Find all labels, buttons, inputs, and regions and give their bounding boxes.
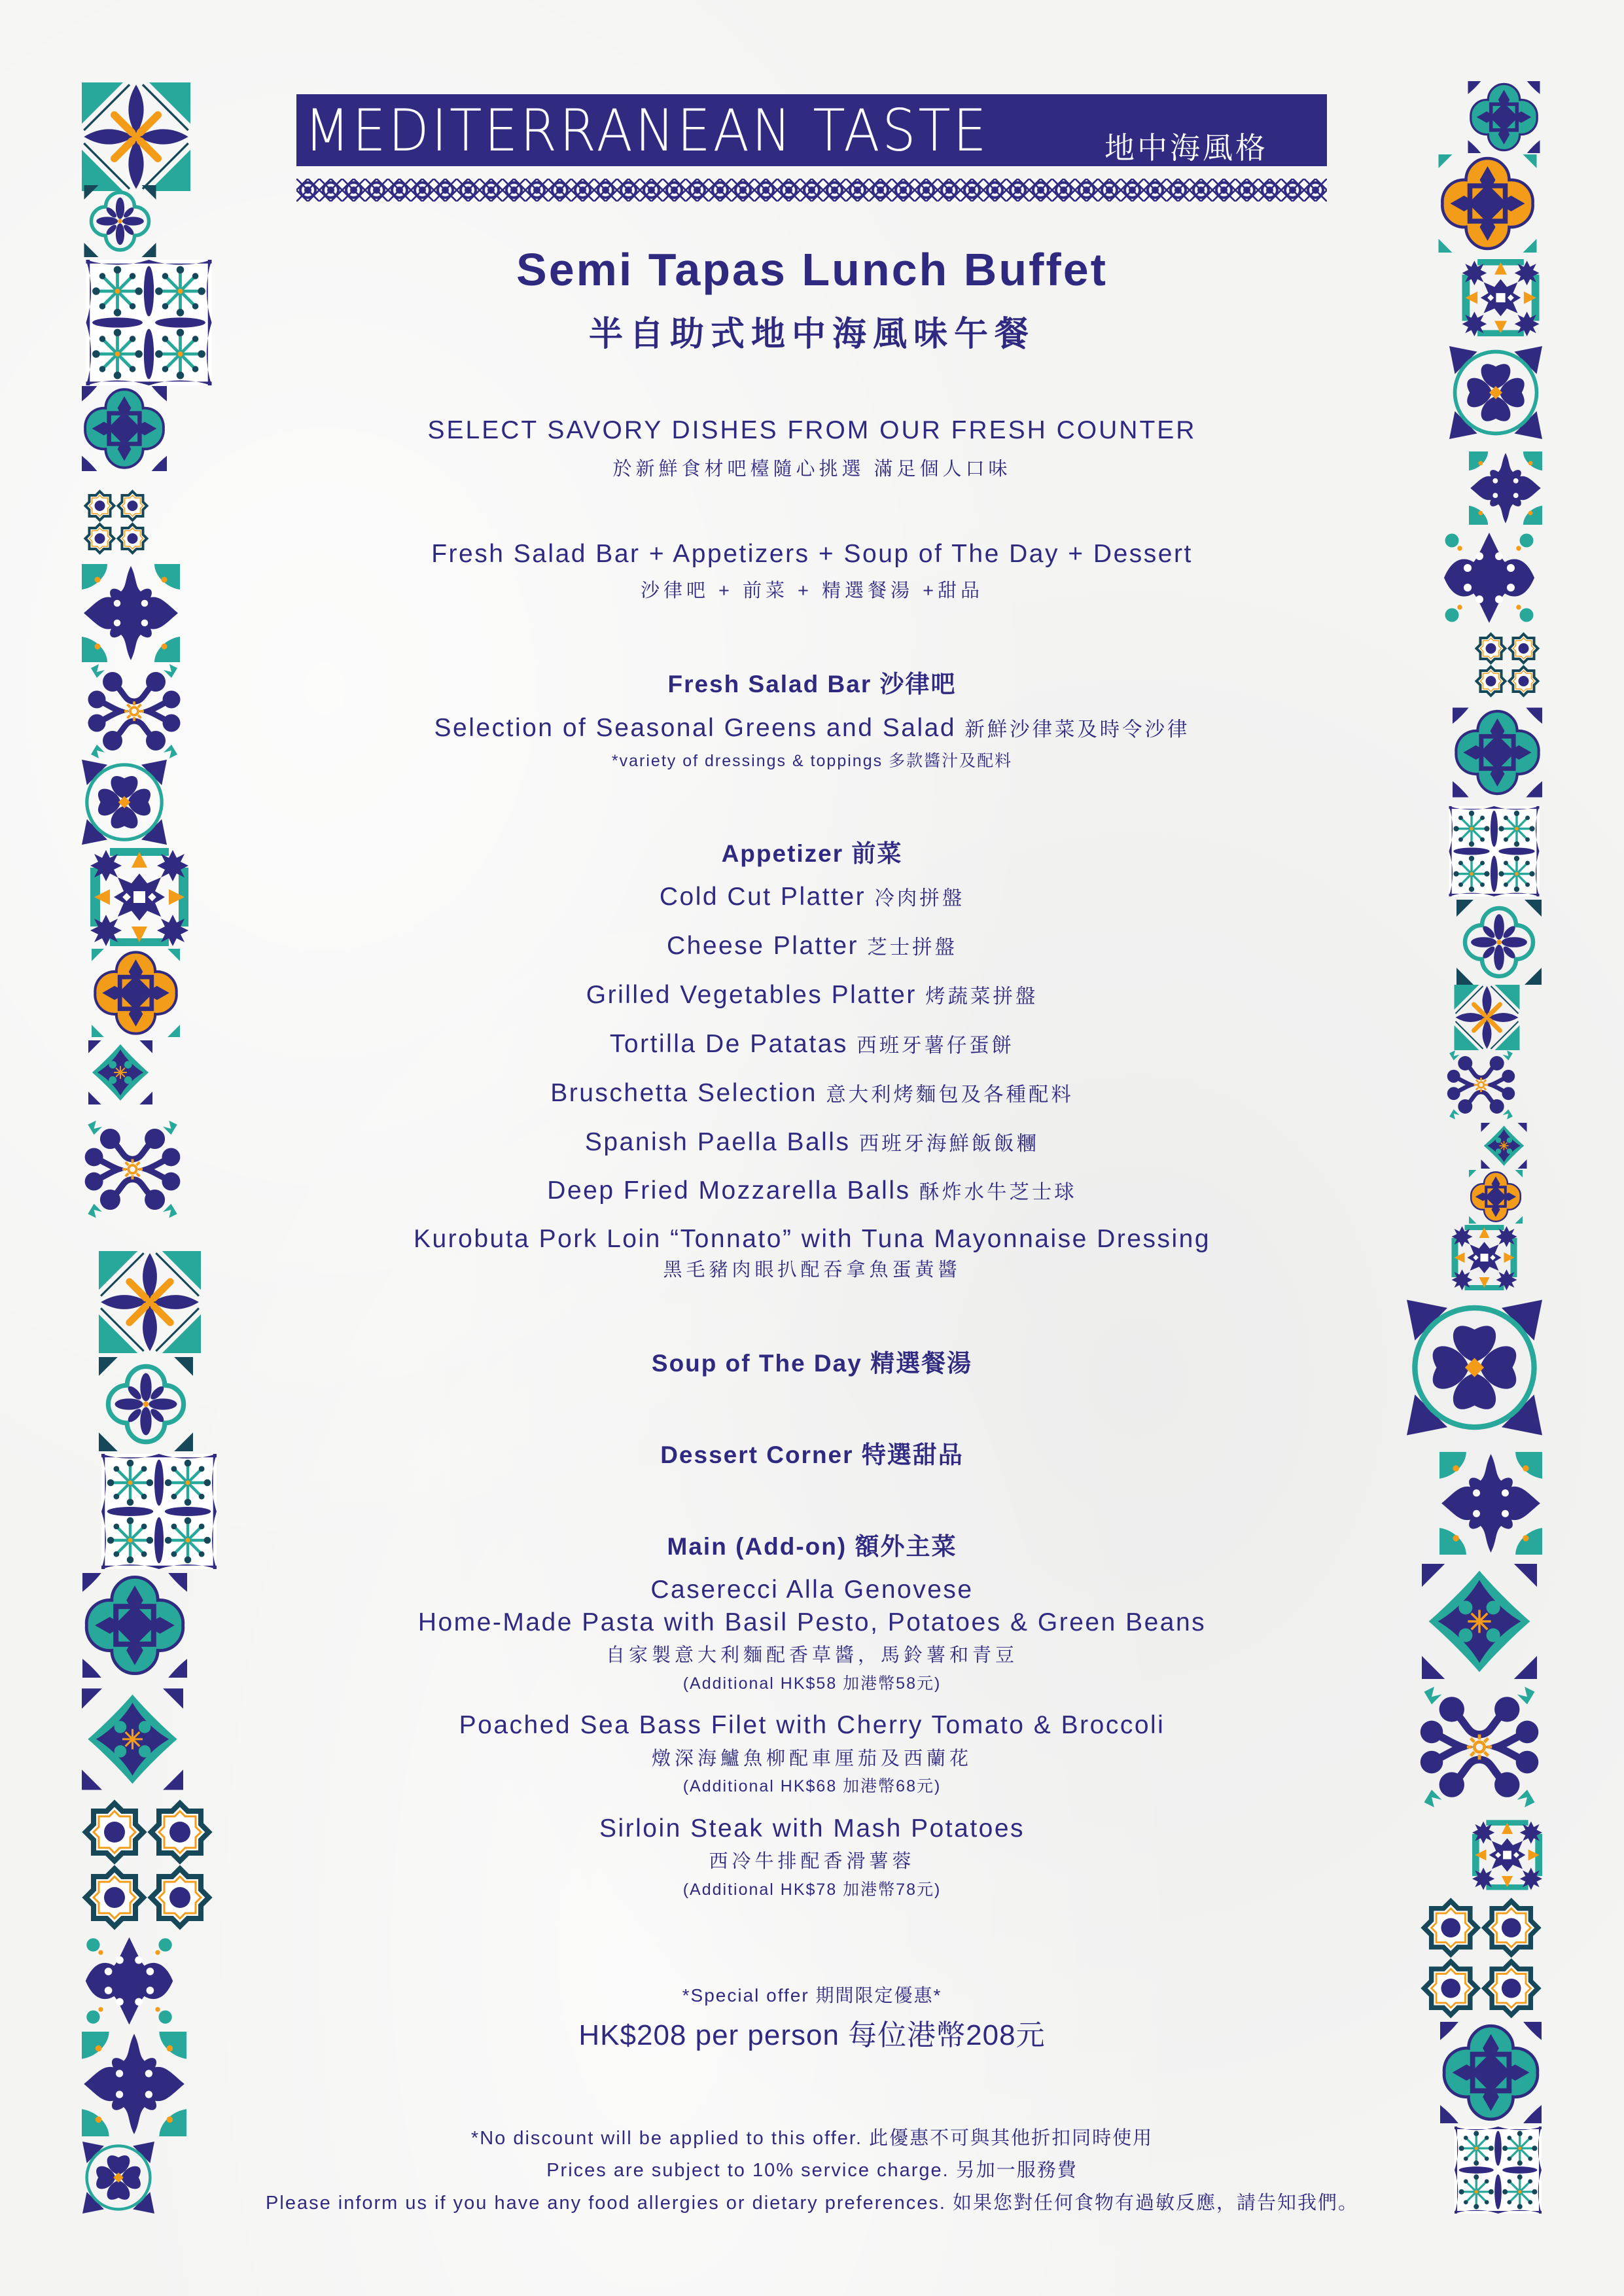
section-heading-soup xyxy=(0,1343,1624,1379)
star-flower-tile xyxy=(82,82,190,191)
page-title-cn: 半自助式地中海風味午餐 xyxy=(588,315,1035,353)
offer-price: HK$208 per person 每位港幣208元 xyxy=(578,2019,1046,2051)
combo-line-cn: 沙律吧 + 前菜 + 精選餐湯 +甜品 xyxy=(640,580,984,601)
banner-pattern-strip xyxy=(296,179,1327,202)
footer-discount-note: *No discount will be applied to this offer. 此優惠不可與其他折扣同時使用 xyxy=(470,2128,1154,2149)
section-heading-salad-bar xyxy=(0,664,1624,699)
main-item-desc: Home-Made Pasta with Basil Pesto, Potatoes & Green Beans xyxy=(417,1608,1207,1636)
menu-note xyxy=(0,748,1624,771)
main-item-name: Caserecci Alla Genovese xyxy=(650,1576,974,1604)
section-heading-dessert xyxy=(0,1435,1624,1470)
item-en: Selection of Seasonal Greens and Salad xyxy=(434,714,957,742)
menu-item xyxy=(0,1127,1624,1157)
heading-en: Fresh Salad Bar xyxy=(667,671,872,698)
item-en: Tortilla De Patatas xyxy=(609,1030,848,1058)
heading-en: Main (Add-on) xyxy=(667,1533,847,1560)
heading-cn: 精選餐湯 xyxy=(870,1350,973,1377)
main-item-cn: 西冷牛排配香滑薯蓉 xyxy=(709,1851,915,1872)
item-cn: 酥炸水牛芝士球 xyxy=(919,1181,1077,1203)
heading-en: Soup of The Day xyxy=(651,1350,862,1377)
menu-item xyxy=(0,1176,1624,1205)
tagline: SELECT SAVORY DISHES FROM OUR FRESH COUNTER xyxy=(427,416,1197,444)
section-heading-main xyxy=(0,1527,1624,1562)
main-item-price: (Additional HK$58 加港幣58元) xyxy=(682,1674,942,1693)
item-en: Spanish Paella Balls xyxy=(584,1128,851,1156)
main-item-name: Poached Sea Bass Filet with Cherry Tomato & Broccoli xyxy=(459,1711,1165,1739)
item-en: Cheese Platter xyxy=(667,932,858,960)
item-cn: 意大利烤麵包及各種配料 xyxy=(826,1084,1074,1106)
menu-item xyxy=(0,1029,1624,1059)
heading-en: Appetizer xyxy=(721,840,844,867)
note-cn: 多款醬汁及配料 xyxy=(889,752,1013,770)
banner-title: MEDITERRANEAN TASTE xyxy=(304,97,989,164)
special-offer-label: *Special offer 期間限定優惠* xyxy=(682,1985,942,2005)
combo-line: Fresh Salad Bar + Appetizers + Soup of The Day + Dessert xyxy=(431,540,1193,568)
menu-item xyxy=(0,713,1624,743)
page-title: Semi Tapas Lunch Buffet xyxy=(516,244,1108,295)
menu-item xyxy=(0,980,1624,1010)
menu-item xyxy=(0,1078,1624,1108)
item-cn: 西班牙海鮮飯飯糰 xyxy=(858,1133,1040,1155)
tagline-cn: 於新鮮食材吧檯隨心挑選 滿足個人口味 xyxy=(612,459,1012,480)
item-cn: 新鮮沙律菜及時令沙律 xyxy=(964,718,1190,741)
scroll-fleur-tile xyxy=(82,1107,183,1231)
main-item-price: (Additional HK$68 加港幣68元) xyxy=(682,1777,942,1795)
medallion-orange-tile xyxy=(1433,154,1542,253)
heading-cn: 特選甜品 xyxy=(861,1441,964,1468)
item-cn: 芝士拼盤 xyxy=(867,936,957,959)
item-en: Grilled Vegetables Platter xyxy=(586,981,917,1009)
header-banner xyxy=(296,94,1327,166)
item-en: Cold Cut Platter xyxy=(659,883,866,911)
main-item-price: (Additional HK$78 加港幣78元) xyxy=(682,1881,942,1899)
menu-item: Kurobuta Pork Loin “Tonnato” with Tuna Mayonnaise Dressing xyxy=(413,1225,1211,1253)
cross-flower-tile xyxy=(1466,81,1542,153)
item-cn: 冷肉拼盤 xyxy=(874,887,965,910)
item-en: Deep Fried Mozzarella Balls xyxy=(547,1176,911,1205)
banner-title-cn: 地中海風格 xyxy=(1104,130,1268,166)
menu-item-cn: 黑毛豬肉眼扒配吞拿魚蛋黃醬 xyxy=(663,1260,961,1280)
main-item-cn: 自家製意大利麵配香草醬，馬鈴薯和青豆 xyxy=(605,1645,1018,1666)
footer-allergy-note: Please inform us if you have any food allergies or dietary preferences. 如果您對任何食物有過敏反應，請告知我們。 xyxy=(266,2193,1358,2214)
main-item-cn: 燉深海鱸魚柳配車厘茄及西蘭花 xyxy=(651,1748,972,1769)
heart-clover-tile xyxy=(82,759,167,845)
note-en: *variety of dressings & toppings xyxy=(611,752,883,770)
footer-service-charge: Prices are subject to 10% service charge. 另加一服務費 xyxy=(546,2160,1078,2181)
item-en: Bruschetta Selection xyxy=(550,1079,817,1107)
heading-cn: 額外主菜 xyxy=(855,1533,957,1560)
menu-item xyxy=(0,931,1624,961)
heading-cn: 沙律吧 xyxy=(879,671,957,698)
heading-cn: 前菜 xyxy=(851,840,903,867)
menu-item xyxy=(0,882,1624,911)
main-item-name: Sirloin Steak with Mash Potatoes xyxy=(599,1814,1025,1843)
heading-en: Dessert Corner xyxy=(660,1441,854,1468)
section-heading-appetizer xyxy=(0,834,1624,869)
item-cn: 烤蔬菜拼盤 xyxy=(925,985,1038,1008)
item-cn: 西班牙薯仔蛋餅 xyxy=(856,1034,1015,1057)
